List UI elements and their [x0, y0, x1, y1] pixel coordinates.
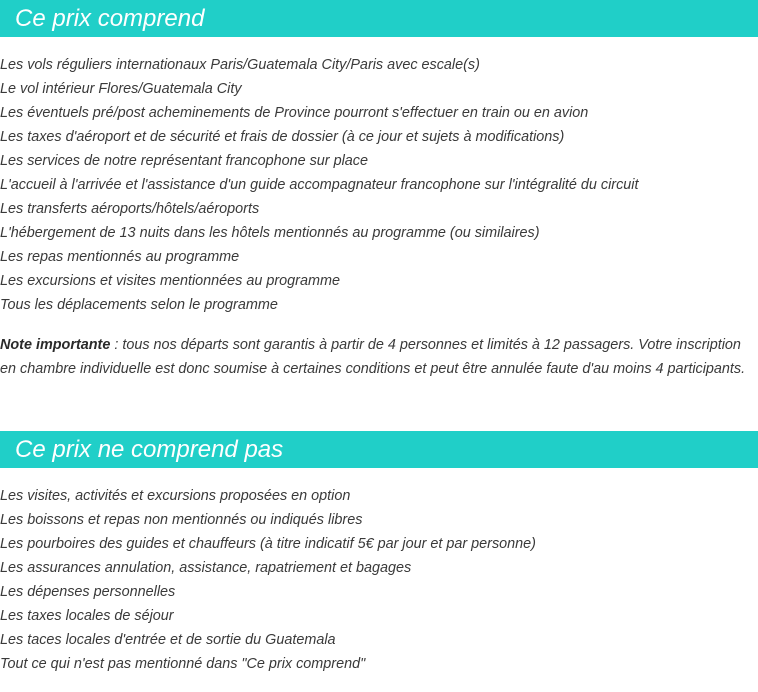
includes-list-item: Les repas mentionnés au programme [0, 249, 240, 265]
excludes-list-item: Les boissons et repas non mentionnés ou indiqués libres [0, 512, 363, 528]
includes-list-item: L'hébergement de 13 nuits dans les hôtels mentionnés au programme (ou similaires) [0, 225, 540, 241]
includes-list-item: Tous les déplacements selon le programme [0, 297, 278, 313]
excludes-list-item: Tout ce qui n'est pas mentionné dans "Ce prix comprend" [0, 656, 366, 672]
includes-list-item: Les transferts aéroports/hôtels/aéroports [0, 201, 260, 217]
important-note-text: : tous nos départs sont garantis à partir de 4 personnes et limités à 12 passagers. Votre inscription en chambre individuelle est donc soumise à certaines conditions et peut être annulée faute d'au moins 4 participants. [0, 337, 746, 377]
includes-list-item: Les services de notre représentant francophone sur place [0, 153, 368, 169]
excludes-section-header [0, 431, 758, 468]
excludes-list-item: Les taxes locales de séjour [0, 608, 174, 624]
includes-section-header [0, 0, 758, 37]
includes-list-item: Le vol intérieur Flores/Guatemala City [0, 81, 242, 97]
excludes-list-item: Les visites, activités et excursions proposées en option [0, 488, 351, 504]
excludes-list-item: Les dépenses personnelles [0, 584, 176, 600]
includes-list-item: L'accueil à l'arrivée et l'assistance d'un guide accompagnateur francophone sur l'intégralité du circuit [0, 177, 639, 193]
includes-section-title: Ce prix comprend [15, 5, 205, 32]
excludes-section-title: Ce prix ne comprend pas [15, 436, 284, 463]
includes-list-item: Les vols réguliers internationaux Paris/Guatemala City/Paris avec escale(s) [0, 57, 480, 73]
important-note [0, 333, 756, 381]
excludes-list-item: Les assurances annulation, assistance, rapatriement et bagages [0, 560, 412, 576]
includes-list-item: Les excursions et visites mentionnées au programme [0, 273, 340, 289]
includes-list-item: Les taxes d'aéroport et de sécurité et frais de dossier (à ce jour et sujets à modifications) [0, 129, 565, 145]
excludes-list-item: Les pourboires des guides et chauffeurs (à titre indicatif 5€ par jour et par personne) [0, 536, 536, 552]
important-note-label: Note importante [0, 337, 111, 353]
includes-list [0, 53, 639, 317]
excludes-list [0, 484, 536, 676]
includes-list-item: Les éventuels pré/post acheminements de Province pourront s'effectuer en train ou en avion [0, 105, 589, 121]
excludes-list-item: Les taces locales d'entrée et de sortie du Guatemala [0, 632, 336, 648]
